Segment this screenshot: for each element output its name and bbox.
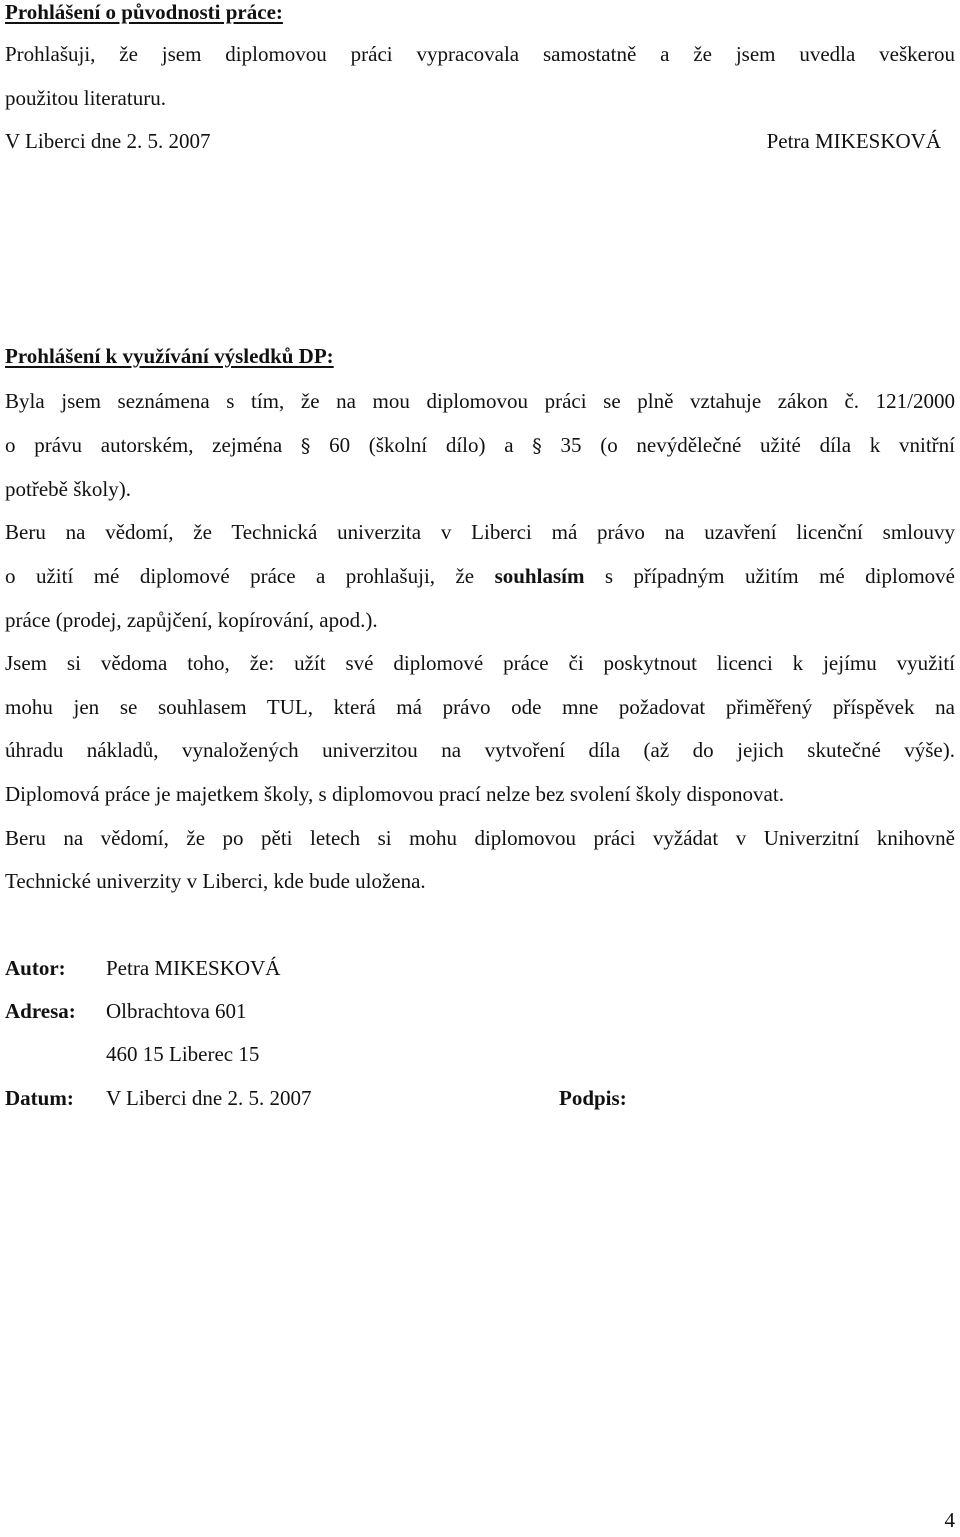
originality-heading: Prohlášení o původnosti práce: — [5, 0, 283, 24]
results-p1-line-2-b: 60 (školní dílo) a — [329, 433, 514, 457]
page-number: 4 — [944, 1508, 955, 1532]
date-label: Datum: — [5, 1086, 74, 1110]
results-p2-line-1: Beru na vědomí, že Technická univerzita v Liberci má právo na uzavření licenční smlouvy — [5, 520, 955, 544]
author-label: Autor: — [5, 956, 66, 980]
originality-line-2: použitou literaturu. — [5, 86, 166, 110]
results-p5-line-1: Beru na vědomí, že po pěti letech si mohu diplomovou práci vyžádat v Univerzitní knihovně — [5, 826, 955, 850]
author-value: Petra MIKESKOVÁ — [106, 956, 281, 980]
signature-label: Podpis: — [559, 1086, 627, 1110]
results-p1-line-3: potřebě školy). — [5, 477, 131, 501]
originality-line-1: Prohlašuji, že jsem diplomovou práci vypracovala samostatně a že jsem uvedla veškerou — [5, 42, 955, 66]
results-p2-line-3: práce (prodej, zapůjčení, kopírování, apod.). — [5, 608, 378, 632]
results-p1-line-1: Byla jsem seznámena s tím, že na mou diplomovou práci se plně vztahuje zákon č. 121/2000 — [5, 389, 955, 413]
originality-place-date: V Liberci dne 2. 5. 2007 — [5, 129, 211, 153]
results-p3-line-2: mohu jen se souhlasem TUL, která má právo ode mne požadovat přiměřený příspěvek na — [5, 695, 955, 719]
results-p3-line-3: úhradu nákladů, vynaložených univerzitou na vytvoření díla (až do jejich skutečné výše). — [5, 738, 955, 762]
results-p1-line-2-c: 35 (o nevýdělečné užité díla k vnitřní — [560, 433, 956, 457]
results-p2-line-2-a: o užití mé diplomové práce a prohlašuji, že — [5, 564, 475, 588]
results-p3-line-1: Jsem si vědoma toho, že: užít své diplomové práce či poskytnout licenci k jejímu využití — [5, 651, 955, 675]
date-value: V Liberci dne 2. 5. 2007 — [106, 1086, 312, 1110]
address-line-1: Olbrachtova 601 — [106, 999, 247, 1023]
results-p2-line-2-b: s případným užitím mé diplomové — [604, 564, 956, 588]
results-p4-line-1: Diplomová práce je majetkem školy, s diplomovou prací nelze bez svolení školy disponovat. — [5, 782, 784, 806]
section-sign-2: § — [532, 435, 542, 457]
results-p2-line-2 — [5, 564, 955, 589]
address-line-2: 460 15 Liberec 15 — [106, 1042, 260, 1066]
originality-author-name: Petra MIKESKOVÁ — [766, 129, 941, 153]
section-sign-1: § — [300, 435, 311, 457]
results-heading: Prohlášení k využívání výsledků DP: — [5, 344, 334, 368]
results-p5-line-2: Technické univerzity v Liberci, kde bude uložena. — [5, 869, 426, 893]
results-p1-line-2 — [5, 433, 955, 458]
address-label: Adresa: — [5, 999, 76, 1023]
consent-word: souhlasím — [494, 564, 585, 588]
results-p1-line-2-a: o právu autorském, zejména — [5, 433, 283, 457]
